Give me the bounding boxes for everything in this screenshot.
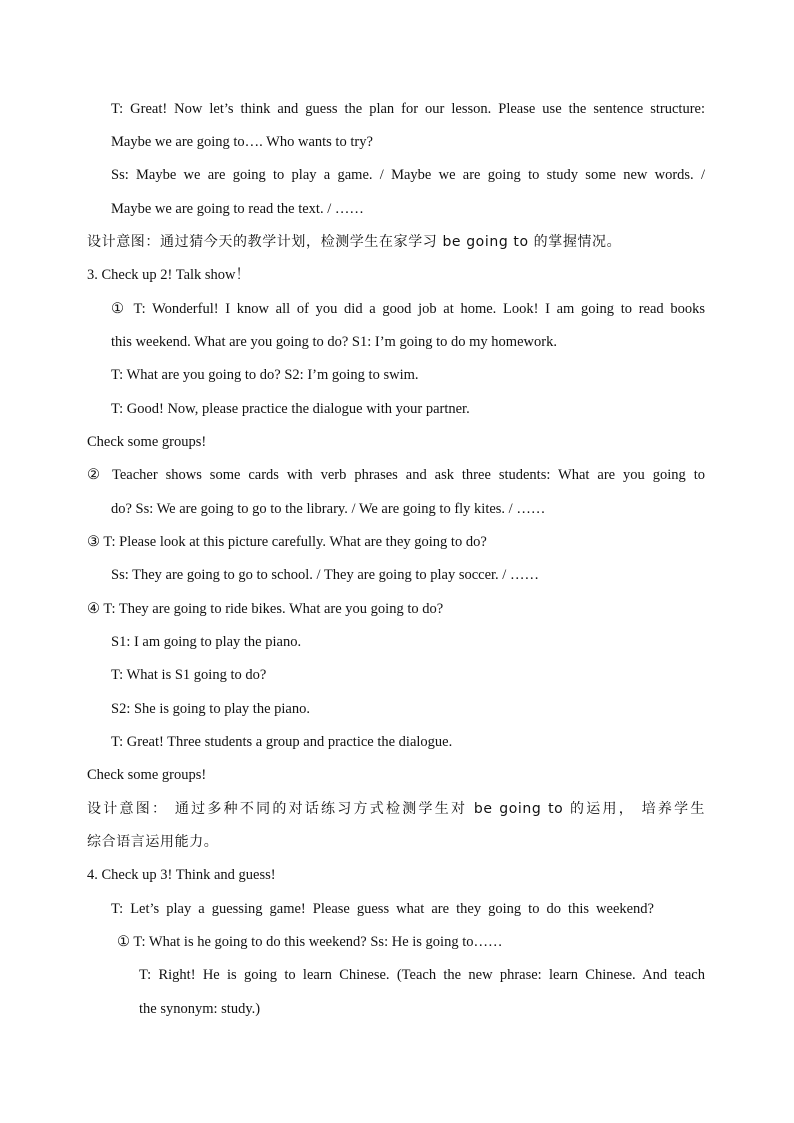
design-intent-note-1: 设计意图：通过猜今天的教学计划，检测学生在家学习 be going to 的掌握情况。: [87, 234, 622, 250]
paragraph-line-3: Ss: Maybe we are going to play a game. / Maybe we are going to study some new words. /: [111, 167, 705, 183]
design-intent-note-2: 设计意图： 通过多种不同的对话练习方式检测学生对 be going to 的运用， 培养学生: [87, 801, 705, 817]
paragraph-line-8: this weekend. What are you going to do? S1: I’m going to do my homework.: [111, 334, 557, 350]
paragraph-line-26: ① T: What is he going to do this weekend? Ss: He is going to……: [117, 934, 503, 950]
paragraph-line-27: T: Right! He is going to learn Chinese. (Teach the new phrase: learn Chinese. And teach: [139, 967, 705, 983]
paragraph-line-16: ④ T: They are going to ride bikes. What are you going to do?: [87, 601, 444, 617]
design-intent-note-2-cont: 综合语言运用能力。: [87, 834, 219, 850]
paragraph-line-14: ③ T: Please look at this picture carefully. What are they going to do?: [87, 534, 487, 550]
paragraph-line-25: T: Let’s play a guessing game! Please guess what are they going to do this weekend?: [111, 901, 654, 917]
paragraph-line-21: Check some groups!: [87, 767, 207, 783]
paragraph-line-15: Ss: They are going to go to school. / They are going to play soccer. / ……: [111, 567, 539, 583]
paragraph-line-17: S1: I am going to play the piano.: [111, 634, 302, 650]
section-heading-4: 4. Check up 3! Think and guess!: [87, 867, 276, 883]
paragraph-line-10: T: Good! Now, please practice the dialogue with your partner.: [111, 401, 470, 417]
paragraph-line-19: S2: She is going to play the piano.: [111, 701, 310, 717]
paragraph-line-4: Maybe we are going to read the text. / ……: [111, 201, 364, 217]
paragraph-line-2: Maybe we are going to…. Who wants to try?: [111, 134, 373, 150]
paragraph-line-9: T: What are you going to do? S2: I’m going to swim.: [111, 367, 419, 383]
section-heading-3: 3. Check up 2! Talk show！: [87, 267, 251, 283]
paragraph-line-18: T: What is S1 going to do?: [111, 667, 267, 683]
paragraph-line-28: the synonym: study.): [139, 1001, 261, 1017]
paragraph-line-13: do? Ss: We are going to go to the library. / We are going to fly kites. / ……: [111, 501, 546, 517]
paragraph-line-11: Check some groups!: [87, 434, 207, 450]
paragraph-line-7: ① T: Wonderful! I know all of you did a good job at home. Look! I am going to read books: [111, 301, 705, 317]
paragraph-line-12: ② Teacher shows some cards with verb phrases and ask three students: What are you going to: [87, 467, 705, 483]
paragraph-line-1: T: Great! Now let’s think and guess the plan for our lesson. Please use the sentence structure:: [111, 101, 705, 117]
paragraph-line-20: T: Great! Three students a group and practice the dialogue.: [111, 734, 453, 750]
